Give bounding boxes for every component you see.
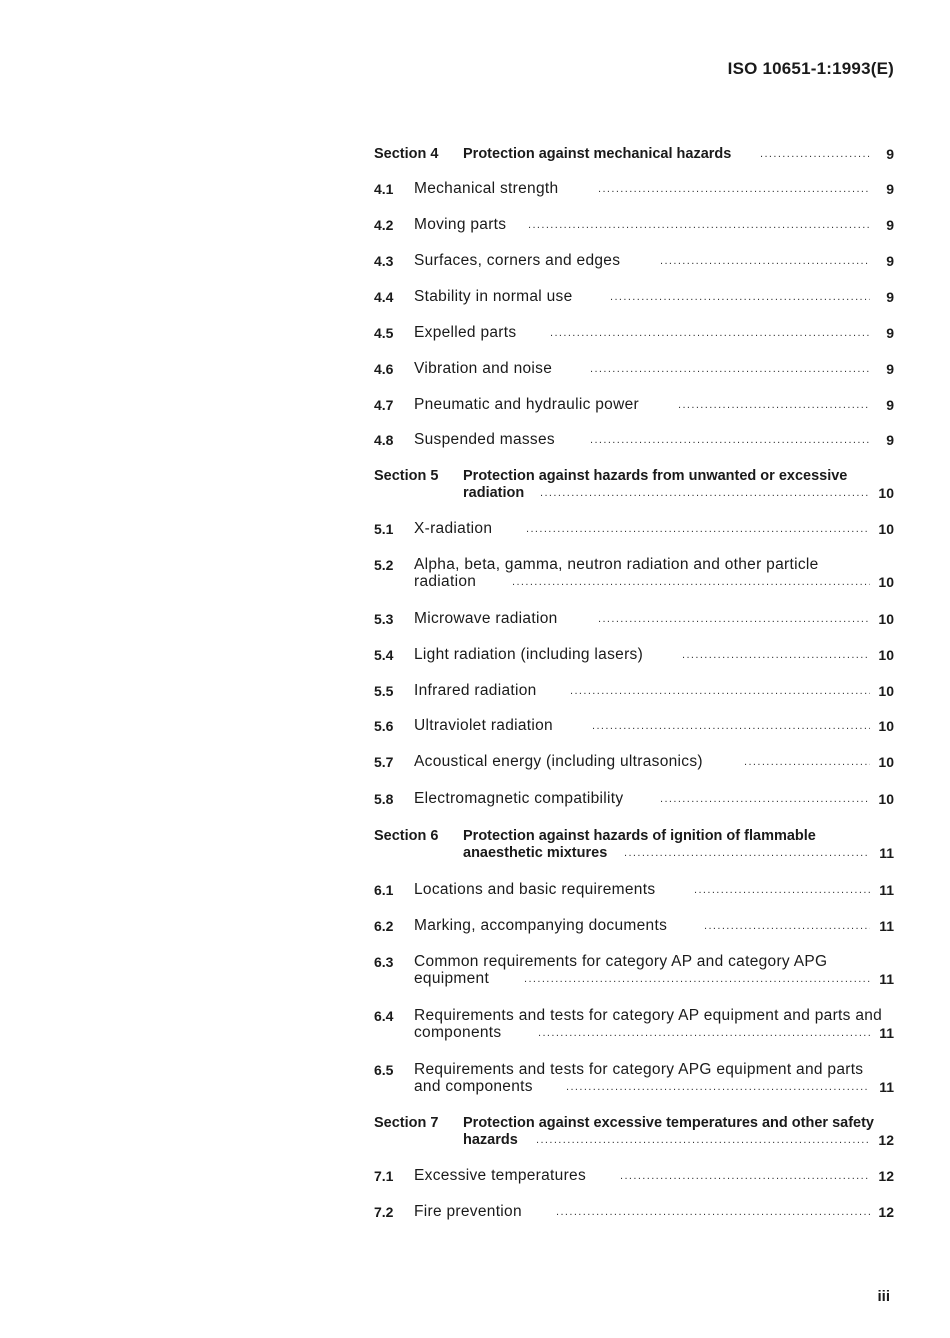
entry-number: 7.2 <box>374 1204 394 1220</box>
section-title: Protection against mechanical hazards <box>463 146 732 162</box>
page-number: 9 <box>886 253 894 269</box>
dot-leader <box>598 610 870 628</box>
dot-leader <box>536 1131 870 1149</box>
page-number: 11 <box>879 971 894 987</box>
entry-title-continued: radiation <box>414 573 477 590</box>
toc-entry-6-2[interactable] <box>370 917 896 953</box>
entry-title: X-radiation <box>414 520 493 537</box>
dot-leader <box>540 484 870 502</box>
entry-number: 6.4 <box>374 1008 394 1024</box>
entry-number: 4.1 <box>374 181 394 197</box>
page-number: 9 <box>886 432 894 448</box>
entry-number: 5.6 <box>374 718 394 734</box>
entry-title: Infrared radiation <box>414 682 537 699</box>
entry-title-continued: and components <box>414 1078 533 1095</box>
page-number: 9 <box>886 146 894 162</box>
toc-section-7[interactable] <box>370 1114 896 1154</box>
toc-entry-5-3[interactable] <box>370 610 896 646</box>
dot-leader <box>526 520 870 538</box>
toc-entry-6-4[interactable] <box>370 1007 896 1047</box>
entry-title: Stability in normal use <box>414 288 573 305</box>
entry-number: 5.2 <box>374 557 394 573</box>
entry-number: 4.6 <box>374 361 394 377</box>
page-number: 10 <box>878 574 894 590</box>
entry-title: Excessive temperatures <box>414 1167 586 1184</box>
section-title-continued: hazards <box>463 1132 518 1148</box>
toc-entry-4-6[interactable] <box>370 360 896 396</box>
entry-number: 4.2 <box>374 217 394 233</box>
entry-title: Light radiation (including lasers) <box>414 646 644 663</box>
page-number: 9 <box>886 217 894 233</box>
page-number: 11 <box>879 918 894 934</box>
dot-leader <box>678 396 870 414</box>
section-title: Protection against hazards of ignition of flammable <box>463 828 816 844</box>
entry-title: Requirements and tests for category AP equipment and parts and <box>414 1007 883 1024</box>
toc-entry-7-2[interactable] <box>370 1203 896 1239</box>
entry-number: 4.7 <box>374 397 394 413</box>
entry-number: 5.3 <box>374 611 394 627</box>
dot-leader <box>524 970 870 988</box>
page-number: 9 <box>886 397 894 413</box>
entry-title: Mechanical strength <box>414 180 559 197</box>
page-footer-number: iii <box>877 1288 890 1305</box>
dot-leader <box>682 646 870 664</box>
document-id: ISO 10651-1:1993(E) <box>727 59 894 78</box>
toc-entry-4-7[interactable] <box>370 396 896 432</box>
page-number: 12 <box>878 1168 894 1184</box>
dot-leader <box>620 1167 870 1185</box>
page-number: 10 <box>878 791 894 807</box>
toc-entry-5-8[interactable] <box>370 790 896 826</box>
page-number: 11 <box>879 845 894 861</box>
entry-title: Locations and basic requirements <box>414 881 656 898</box>
entry-title: Pneumatic and hydraulic power <box>414 396 639 413</box>
entry-title: Microwave radiation <box>414 610 558 627</box>
toc-section-4[interactable] <box>370 145 896 181</box>
page-number: 12 <box>878 1204 894 1220</box>
page-number: 10 <box>878 683 894 699</box>
toc-entry-7-1[interactable] <box>370 1167 896 1203</box>
dot-leader <box>660 252 870 270</box>
page-number: 10 <box>878 647 894 663</box>
section-title-continued: anaesthetic mixtures <box>463 845 608 861</box>
toc-entry-4-2[interactable] <box>370 216 896 252</box>
dot-leader <box>566 1078 870 1096</box>
entry-title-continued: components <box>414 1024 502 1041</box>
dot-leader <box>592 717 870 735</box>
entry-title: Requirements and tests for category APG equipment and parts <box>414 1061 864 1078</box>
page-number: 10 <box>878 754 894 770</box>
entry-number: 5.8 <box>374 791 394 807</box>
toc-entry-5-2[interactable] <box>370 556 896 596</box>
page-number: 10 <box>878 521 894 537</box>
dot-leader <box>660 790 870 808</box>
page-number: 9 <box>886 181 894 197</box>
section-number: Section 7 <box>374 1115 439 1131</box>
entry-title: Expelled parts <box>414 324 517 341</box>
entry-title-continued: equipment <box>414 970 490 987</box>
section-title: Protection against excessive temperatures and other safety <box>463 1115 874 1131</box>
entry-number: 4.3 <box>374 253 394 269</box>
dot-leader <box>598 180 870 198</box>
page-number: 11 <box>879 1025 894 1041</box>
section-title-continued: radiation <box>463 485 525 501</box>
dot-leader <box>744 753 870 771</box>
entry-number: 5.7 <box>374 754 394 770</box>
toc-entry-5-1[interactable] <box>370 520 896 556</box>
dot-leader <box>512 573 870 591</box>
entry-number: 7.1 <box>374 1168 394 1184</box>
dot-leader <box>590 360 870 378</box>
toc-entry-6-1[interactable] <box>370 881 896 917</box>
dot-leader <box>704 917 870 935</box>
page-number: 9 <box>886 325 894 341</box>
section-number: Section 6 <box>374 828 439 844</box>
dot-leader <box>624 844 870 862</box>
page-number: 10 <box>878 485 894 501</box>
dot-leader <box>760 145 870 163</box>
page-number: 10 <box>878 718 894 734</box>
entry-title: Alpha, beta, gamma, neutron radiation and other particle <box>414 556 819 573</box>
toc-section-6[interactable] <box>370 827 896 867</box>
toc-entry-4-5[interactable] <box>370 324 896 360</box>
page-number: 9 <box>886 289 894 305</box>
entry-title: Electromagnetic compatibility <box>414 790 624 807</box>
entry-number: 6.5 <box>374 1062 394 1078</box>
dot-leader <box>538 1024 870 1042</box>
section-title: Protection against hazards from unwanted or excessive <box>463 468 848 484</box>
dot-leader <box>610 288 870 306</box>
toc-entry-4-4[interactable] <box>370 288 896 324</box>
entry-number: 4.5 <box>374 325 394 341</box>
entry-title: Common requirements for category AP and category APG <box>414 953 828 970</box>
entry-title: Moving parts <box>414 216 507 233</box>
page-number: 11 <box>879 882 894 898</box>
toc-entry-5-5[interactable] <box>370 682 896 718</box>
entry-number: 5.1 <box>374 521 394 537</box>
toc-entry-6-5[interactable] <box>370 1061 896 1101</box>
entry-title: Ultraviolet radiation <box>414 717 553 734</box>
dot-leader <box>570 682 870 700</box>
entry-number: 6.3 <box>374 954 394 970</box>
entry-title: Acoustical energy (including ultrasonics) <box>414 753 703 770</box>
dot-leader <box>528 216 870 234</box>
dot-leader <box>550 324 870 342</box>
entry-title: Suspended masses <box>414 431 555 448</box>
toc-entry-5-6[interactable] <box>370 717 896 753</box>
entry-title: Fire prevention <box>414 1203 522 1220</box>
toc-entry-4-1[interactable] <box>370 180 896 216</box>
entry-number: 5.5 <box>374 683 394 699</box>
toc-entry-4-8[interactable] <box>370 431 896 467</box>
page-number: 11 <box>879 1079 894 1095</box>
section-number: Section 5 <box>374 468 439 484</box>
entry-number: 6.1 <box>374 882 394 898</box>
toc-entry-5-4[interactable] <box>370 646 896 682</box>
section-number: Section 4 <box>374 146 439 162</box>
entry-title: Marking, accompanying documents <box>414 917 668 934</box>
entry-title: Surfaces, corners and edges <box>414 252 621 269</box>
toc-entry-5-7[interactable] <box>370 753 896 789</box>
entry-title: Vibration and noise <box>414 360 553 377</box>
entry-number: 5.4 <box>374 647 394 663</box>
page-number: 10 <box>878 611 894 627</box>
dot-leader <box>556 1203 870 1221</box>
entry-number: 4.8 <box>374 432 394 448</box>
page-number: 12 <box>878 1132 894 1148</box>
toc-entry-6-3[interactable] <box>370 953 896 993</box>
entry-number: 4.4 <box>374 289 394 305</box>
page-number: 9 <box>886 361 894 377</box>
dot-leader <box>590 431 870 449</box>
toc-entry-4-3[interactable] <box>370 252 896 288</box>
entry-number: 6.2 <box>374 918 394 934</box>
dot-leader <box>694 881 870 899</box>
toc-section-5[interactable] <box>370 467 896 507</box>
